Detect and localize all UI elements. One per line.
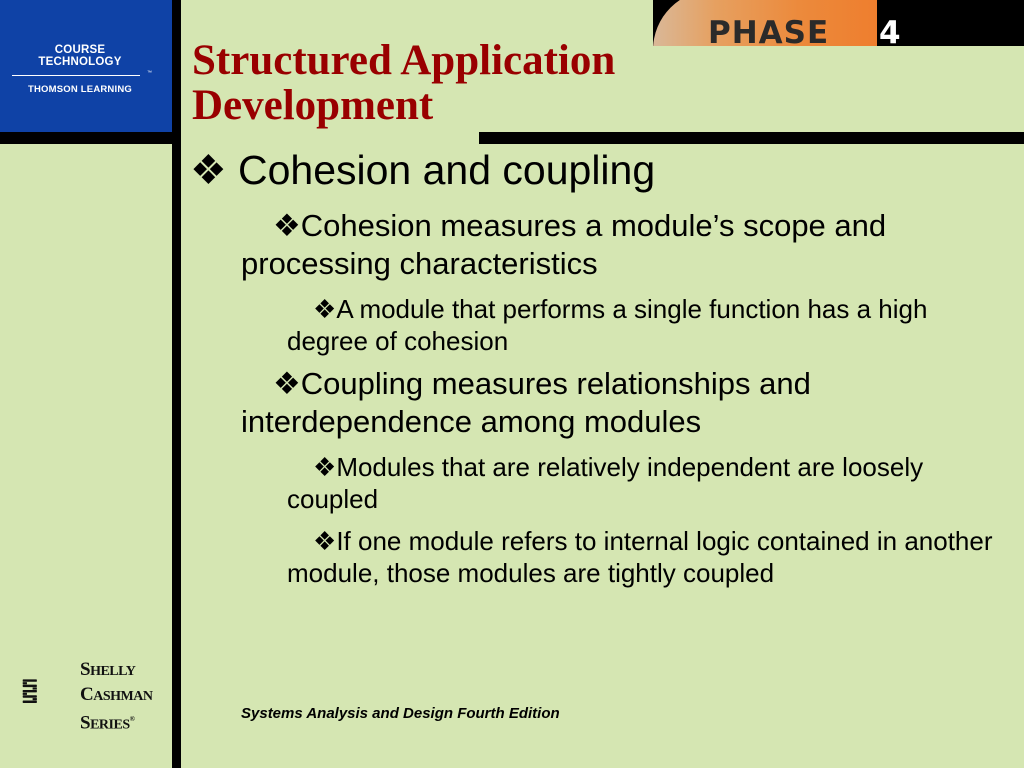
bullet-text: If one module refers to internal logic contained in another module, those modules are tightly coupled [287,526,993,588]
trademark-mark: ™ [147,70,152,76]
vertical-divider [172,0,181,768]
bullet-text: Coupling measures relationships and interdependence among modules [241,366,811,439]
logo-divider [12,75,140,76]
bullet-level2-cohesion [241,207,981,283]
bullet-text: Cohesion and coupling [238,147,656,193]
bullet-level1-cohesion-coupling [190,146,1010,194]
bullet-level2-coupling [241,365,981,441]
diamond-bullet-icon: ❖ [190,147,227,193]
bullet-text: A module that performs a single function has a high degree of cohesion [287,294,928,356]
bullet-level3-single-function [287,293,1002,357]
diamond-bullet-icon: ❖ [313,526,337,556]
course-technology-logo [0,0,172,132]
logo-text: COURSE TECHNOLOGY [38,44,122,68]
bullet-text: Modules that are relatively independent are loosely coupled [287,452,924,514]
bullet-level3-loosely-coupled [287,451,1002,515]
bullet-level3-tightly-coupled [287,525,1002,589]
shelly-cashman-books-icon [22,656,68,726]
diamond-bullet-icon: ❖ [313,294,337,324]
shelly-cashman-series-logo: SHELLY CASHMAN SERIES® [80,659,153,734]
diamond-bullet-icon: ❖ [273,208,301,243]
phase-label: PHASE [708,15,830,46]
bullet-text: Cohesion measures a module’s scope and processing characteristics [241,208,887,281]
footer-book-title: Systems Analysis and Design Fourth Edition [241,705,560,722]
horizontal-divider-right [479,132,1024,144]
slide-title: Structured Application Development [192,37,616,129]
thomson-learning-text: THOMSON LEARNING [27,84,132,95]
diamond-bullet-icon: ❖ [313,452,337,482]
horizontal-divider-left [0,132,172,144]
diamond-bullet-icon: ❖ [273,366,301,401]
phase-number: 4 [879,15,901,46]
